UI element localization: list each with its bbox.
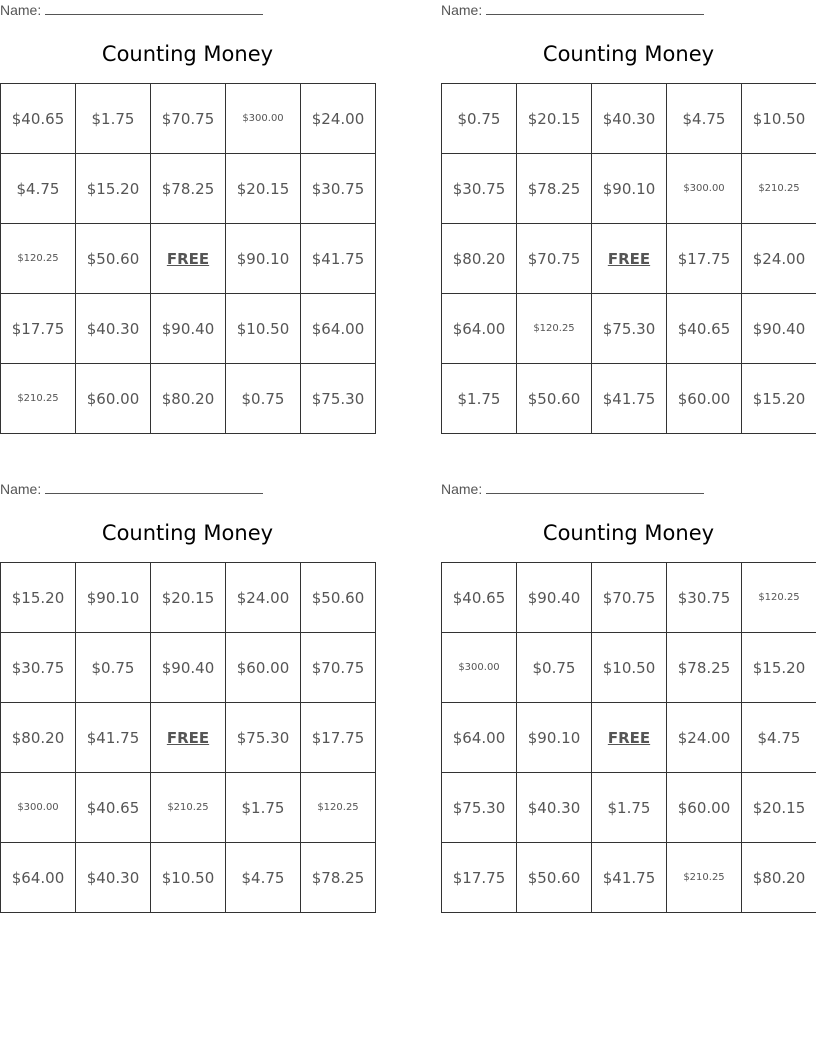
money-cell[interactable]: $120.25 xyxy=(1,224,76,294)
money-cell[interactable]: $17.75 xyxy=(442,843,517,913)
money-cell[interactable]: $75.30 xyxy=(442,773,517,843)
money-cell[interactable]: $0.75 xyxy=(226,364,301,434)
money-cell[interactable]: $50.60 xyxy=(301,563,376,633)
money-cell[interactable]: $17.75 xyxy=(667,224,742,294)
money-cell[interactable]: $78.25 xyxy=(301,843,376,913)
money-cell[interactable]: $90.40 xyxy=(517,563,592,633)
money-cell[interactable]: $4.75 xyxy=(742,703,816,773)
grid-row xyxy=(1,154,376,224)
money-cell[interactable]: $40.30 xyxy=(517,773,592,843)
money-cell[interactable]: $24.00 xyxy=(226,563,301,633)
money-cell[interactable]: $15.20 xyxy=(76,154,151,224)
money-cell[interactable]: $75.30 xyxy=(226,703,301,773)
money-cell[interactable]: $20.15 xyxy=(517,84,592,154)
money-cell[interactable]: $10.50 xyxy=(151,843,226,913)
money-cell[interactable]: $50.60 xyxy=(517,843,592,913)
money-cell[interactable]: $90.10 xyxy=(76,563,151,633)
grid-row xyxy=(442,563,816,633)
money-cell[interactable]: $24.00 xyxy=(667,703,742,773)
money-cell[interactable]: $70.75 xyxy=(592,563,667,633)
money-cell[interactable]: $90.40 xyxy=(742,294,816,364)
money-cell[interactable]: $210.25 xyxy=(151,773,226,843)
money-cell[interactable]: $300.00 xyxy=(442,633,517,703)
name-label: Name: xyxy=(441,481,483,497)
grid-row xyxy=(1,703,376,773)
money-cell[interactable]: $60.00 xyxy=(76,364,151,434)
free-space-cell[interactable]: FREE xyxy=(592,703,667,773)
name-label: Name: xyxy=(0,2,42,18)
money-cell[interactable]: $4.75 xyxy=(1,154,76,224)
money-cell[interactable]: $120.25 xyxy=(517,294,592,364)
money-cell[interactable]: $15.20 xyxy=(742,364,816,434)
money-cell[interactable]: $64.00 xyxy=(1,843,76,913)
grid-row xyxy=(1,84,376,154)
grid-row xyxy=(1,633,376,703)
money-cell[interactable]: $78.25 xyxy=(151,154,226,224)
money-cell[interactable]: $0.75 xyxy=(442,84,517,154)
money-cell[interactable]: $4.75 xyxy=(226,843,301,913)
grid-row xyxy=(442,294,816,364)
money-cell[interactable]: $20.15 xyxy=(742,773,816,843)
money-cell[interactable]: $40.65 xyxy=(1,84,76,154)
grid-row xyxy=(1,294,376,364)
money-cell[interactable]: $10.50 xyxy=(742,84,816,154)
card-title: Counting Money xyxy=(101,521,274,545)
money-cell[interactable]: $90.10 xyxy=(592,154,667,224)
grid-row xyxy=(1,563,376,633)
money-cell[interactable]: $64.00 xyxy=(442,703,517,773)
money-cell[interactable]: $60.00 xyxy=(667,364,742,434)
grid-row xyxy=(1,224,376,294)
money-cell[interactable]: $17.75 xyxy=(301,703,376,773)
money-cell[interactable]: $70.75 xyxy=(151,84,226,154)
money-cell[interactable]: $1.75 xyxy=(76,84,151,154)
grid-row xyxy=(1,773,376,843)
name-blank-line[interactable] xyxy=(45,479,263,494)
money-cell[interactable]: $1.75 xyxy=(592,773,667,843)
money-cell[interactable]: $41.75 xyxy=(301,224,376,294)
money-cell[interactable]: $60.00 xyxy=(226,633,301,703)
free-space-cell[interactable]: FREE xyxy=(592,224,667,294)
money-cell[interactable]: $40.65 xyxy=(442,563,517,633)
money-cell[interactable]: $90.10 xyxy=(517,703,592,773)
name-blank-line[interactable] xyxy=(486,0,704,15)
money-cell[interactable]: $75.30 xyxy=(592,294,667,364)
card-title: Counting Money xyxy=(542,42,715,66)
money-cell[interactable]: $60.00 xyxy=(667,773,742,843)
money-cell[interactable]: $50.60 xyxy=(76,224,151,294)
money-cell[interactable]: $1.75 xyxy=(226,773,301,843)
money-cell[interactable]: $64.00 xyxy=(301,294,376,364)
money-cell[interactable]: $17.75 xyxy=(1,294,76,364)
grid-row xyxy=(442,633,816,703)
grid-row xyxy=(442,773,816,843)
money-cell[interactable]: $41.75 xyxy=(592,364,667,434)
money-cell[interactable]: $300.00 xyxy=(667,154,742,224)
money-cell[interactable]: $24.00 xyxy=(301,84,376,154)
money-cell[interactable]: $40.30 xyxy=(592,84,667,154)
name-label: Name: xyxy=(441,2,483,18)
money-cell[interactable]: $90.40 xyxy=(151,294,226,364)
name-blank-line[interactable] xyxy=(45,0,263,15)
money-cell[interactable]: $41.75 xyxy=(592,843,667,913)
free-space-cell[interactable]: FREE xyxy=(151,224,226,294)
money-cell[interactable]: $80.20 xyxy=(151,364,226,434)
grid-row xyxy=(442,364,816,434)
money-cell[interactable]: $24.00 xyxy=(742,224,816,294)
grid-row xyxy=(442,843,816,913)
money-cell[interactable]: $40.30 xyxy=(76,294,151,364)
name-field xyxy=(0,0,263,20)
money-cell[interactable]: $80.20 xyxy=(1,703,76,773)
name-label: Name: xyxy=(0,481,42,497)
card-title: Counting Money xyxy=(101,42,274,66)
name-field xyxy=(441,479,704,499)
money-cell[interactable]: $10.50 xyxy=(226,294,301,364)
grid-row xyxy=(1,364,376,434)
money-cell[interactable]: $80.20 xyxy=(442,224,517,294)
money-cell[interactable]: $78.25 xyxy=(667,633,742,703)
money-cell[interactable]: $30.75 xyxy=(1,633,76,703)
money-cell[interactable]: $1.75 xyxy=(442,364,517,434)
money-cell[interactable]: $50.60 xyxy=(517,364,592,434)
bingo-grid xyxy=(0,562,376,913)
money-cell[interactable]: $70.75 xyxy=(301,633,376,703)
money-cell[interactable]: $120.25 xyxy=(742,563,816,633)
money-cell[interactable]: $210.25 xyxy=(667,843,742,913)
grid-row xyxy=(442,84,816,154)
free-space-cell[interactable]: FREE xyxy=(151,703,226,773)
money-cell[interactable]: $41.75 xyxy=(76,703,151,773)
money-cell[interactable]: $15.20 xyxy=(742,633,816,703)
money-cell[interactable]: $20.15 xyxy=(226,154,301,224)
money-cell[interactable]: $75.30 xyxy=(301,364,376,434)
grid-row xyxy=(442,154,816,224)
money-cell[interactable]: $30.75 xyxy=(667,563,742,633)
money-cell[interactable]: $15.20 xyxy=(1,563,76,633)
name-blank-line[interactable] xyxy=(486,479,704,494)
money-cell[interactable]: $30.75 xyxy=(442,154,517,224)
money-cell[interactable]: $64.00 xyxy=(442,294,517,364)
grid-row xyxy=(442,224,816,294)
money-cell[interactable]: $300.00 xyxy=(226,84,301,154)
money-cell[interactable]: $30.75 xyxy=(301,154,376,224)
money-cell[interactable]: $10.50 xyxy=(592,633,667,703)
money-cell[interactable]: $40.65 xyxy=(667,294,742,364)
money-cell[interactable]: $80.20 xyxy=(742,843,816,913)
money-cell[interactable]: $40.30 xyxy=(76,843,151,913)
bingo-grid xyxy=(441,83,816,434)
bingo-grid xyxy=(441,562,816,913)
money-cell[interactable]: $4.75 xyxy=(667,84,742,154)
bingo-grid xyxy=(0,83,376,434)
money-cell[interactable]: $90.10 xyxy=(226,224,301,294)
money-cell[interactable]: $210.25 xyxy=(742,154,816,224)
money-cell[interactable]: $300.00 xyxy=(1,773,76,843)
grid-row xyxy=(1,843,376,913)
money-cell[interactable]: $20.15 xyxy=(151,563,226,633)
money-cell[interactable]: $90.40 xyxy=(151,633,226,703)
money-cell[interactable]: $70.75 xyxy=(517,224,592,294)
money-cell[interactable]: $210.25 xyxy=(1,364,76,434)
money-cell[interactable]: $0.75 xyxy=(76,633,151,703)
name-field xyxy=(0,479,263,499)
money-cell[interactable]: $40.65 xyxy=(76,773,151,843)
name-field xyxy=(441,0,704,20)
money-cell[interactable]: $78.25 xyxy=(517,154,592,224)
card-title: Counting Money xyxy=(542,521,715,545)
grid-row xyxy=(442,703,816,773)
money-cell[interactable]: $120.25 xyxy=(301,773,376,843)
money-cell[interactable]: $0.75 xyxy=(517,633,592,703)
